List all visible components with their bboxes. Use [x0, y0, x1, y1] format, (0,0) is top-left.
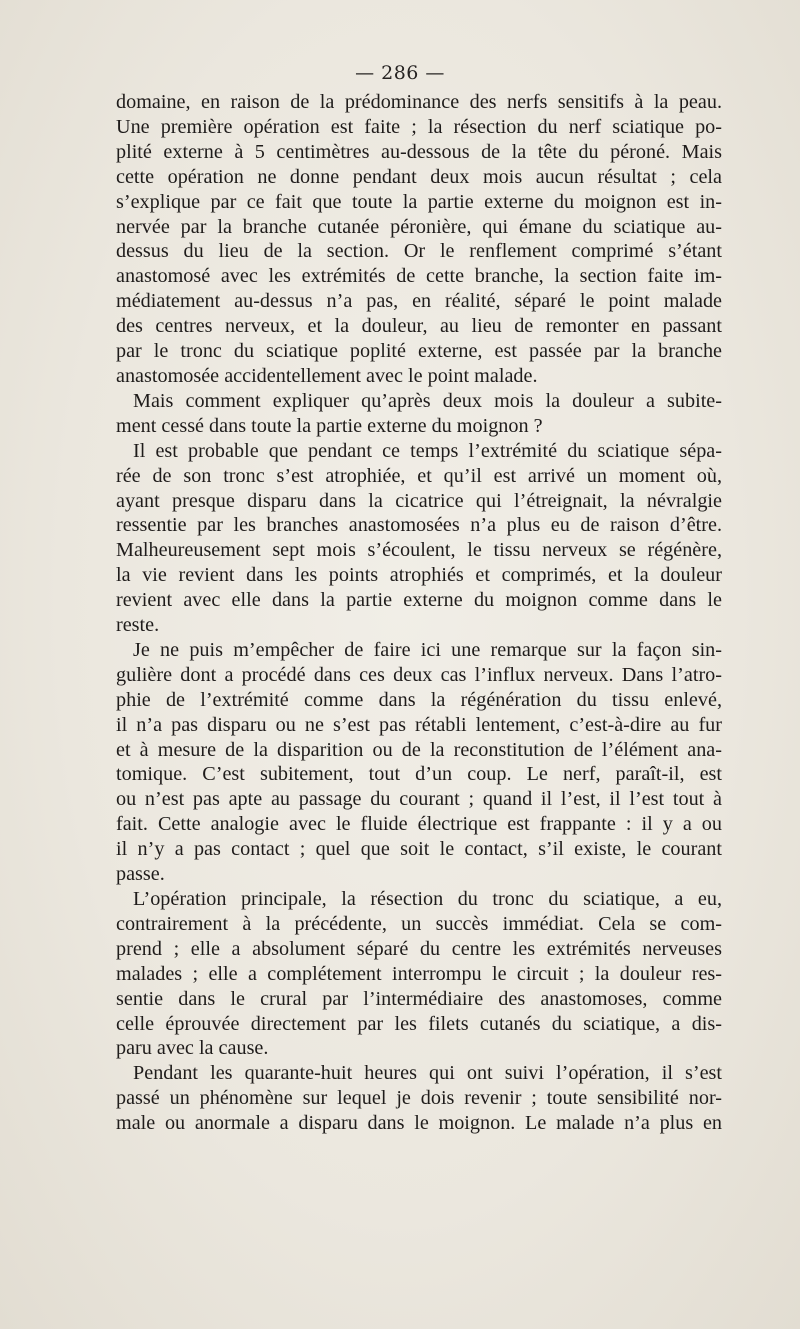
page-number: — 286 — [355, 62, 445, 84]
text-line: par le tronc du sciatique poplité externe, est passée par la branche [116, 340, 722, 363]
text-line: Il est probable que pendant ce temps l’extrémité du sciatique sépa- [133, 439, 722, 462]
text-line: ou n’est pas apte au passage du courant ; quand il l’est, il l’est tout à [116, 788, 722, 811]
text-line: malades ; elle a complétement interrompu le circuit ; la douleur res- [116, 962, 722, 985]
text-line: ayant presque disparu dans la cicatrice qui l’étreignait, la névralgie [116, 489, 722, 512]
body-text [116, 90, 722, 1136]
text-line: plité externe à 5 centimètres au-dessous de la tête du péroné. Mais [116, 140, 722, 163]
text-line: s’explique par ce fait que toute la partie externe du moignon est in- [116, 190, 722, 213]
text-line: celle éprouvée directement par les filets cutanés du sciatique, a dis- [116, 1012, 722, 1035]
text-line: médiatement au-dessus n’a pas, en réalité, séparé le point malade [116, 290, 722, 313]
text-line: la vie revient dans les points atrophiés et comprimés, et la douleur [116, 564, 722, 587]
text-line: revient avec elle dans la partie externe du moignon comme dans le [116, 589, 722, 612]
text-line: Une première opération est faite ; la résection du nerf sciatique po- [116, 115, 722, 138]
text-line: il n’a pas disparu ou ne s’est pas rétabli lentement, c’est-à-dire au fur [116, 713, 722, 736]
text-line: anastomosé avec les extrémités de cette branche, la section faite im- [116, 265, 722, 288]
text-line: phie de l’extrémité comme dans la régénération du tissu enlevé, [116, 688, 722, 711]
text-line: ment cessé dans toute la partie externe du moignon ? [116, 414, 543, 437]
paragraph [116, 439, 722, 638]
text-line: dessus du lieu de la section. Or le renflement comprimé s’étant [116, 240, 722, 263]
text-line: tomique. C’est subitement, tout d’un coup. Le nerf, paraît-il, est [116, 763, 722, 786]
text-line: sentie dans le crural par l’intermédiaire des anastomoses, comme [116, 987, 722, 1010]
text-line: passe. [116, 863, 165, 886]
text-line: Mais comment expliquer qu’après deux mois la douleur a subite- [133, 389, 722, 412]
paragraph [116, 887, 722, 1061]
text-line: nervée par la branche cutanée péronière, qui émane du sciatique au- [116, 215, 722, 238]
paragraph [116, 389, 722, 439]
paragraph [116, 638, 722, 887]
text-line: L’opération principale, la résection du tronc du sciatique, a eu, [133, 888, 722, 910]
paragraph [116, 90, 722, 389]
text-line: reste. [116, 614, 160, 637]
paragraph [116, 1061, 722, 1136]
text-line: passé un phénomène sur lequel je dois revenir ; toute sensibilité nor- [116, 1087, 722, 1110]
text-line: domaine, en raison de la prédominance des nerfs sensitifs à la peau. [116, 91, 722, 113]
text-line: des centres nerveux, et la douleur, au lieu de remonter en passant [116, 315, 722, 338]
text-line: contrairement à la précédente, un succès immédiat. Cela se com- [116, 912, 722, 935]
text-line: gulière dont a procédé dans ces deux cas l’influx nerveux. Dans l’atro- [116, 663, 722, 686]
text-line: Pendant les quarante-huit heures qui ont suivi l’opération, il s’est [133, 1062, 722, 1085]
text-line: Je ne puis m’empêcher de faire ici une remarque sur la façon sin- [133, 638, 722, 661]
text-line: prend ; elle a absolument séparé du centre les extrémités nerveuses [116, 937, 722, 960]
text-line: fait. Cette analogie avec le fluide électrique est frappante : il y a ou [116, 813, 722, 836]
text-line: ressentie par les branches anastomosées n’a plus eu de raison d’être. [116, 514, 722, 537]
text-line: rée de son tronc s’est atrophiée, et qu’il est arrivé un moment où, [116, 464, 722, 487]
text-line: et à mesure de la disparition ou de la reconstitution de l’élément ana- [116, 738, 722, 761]
text-line: paru avec la cause. [116, 1037, 269, 1060]
text-line: anastomosée accidentellement avec le point malade. [116, 364, 538, 387]
text-line: il n’y a pas contact ; quel que soit le contact, s’il existe, le courant [116, 838, 722, 861]
text-line: Malheureusement sept mois s’écoulent, le tissu nerveux se régénère, [116, 539, 722, 562]
text-line: cette opération ne donne pendant deux mois aucun résultat ; cela [116, 165, 722, 188]
text-line: male ou anormale a disparu dans le moignon. Le malade n’a plus en [116, 1112, 722, 1135]
